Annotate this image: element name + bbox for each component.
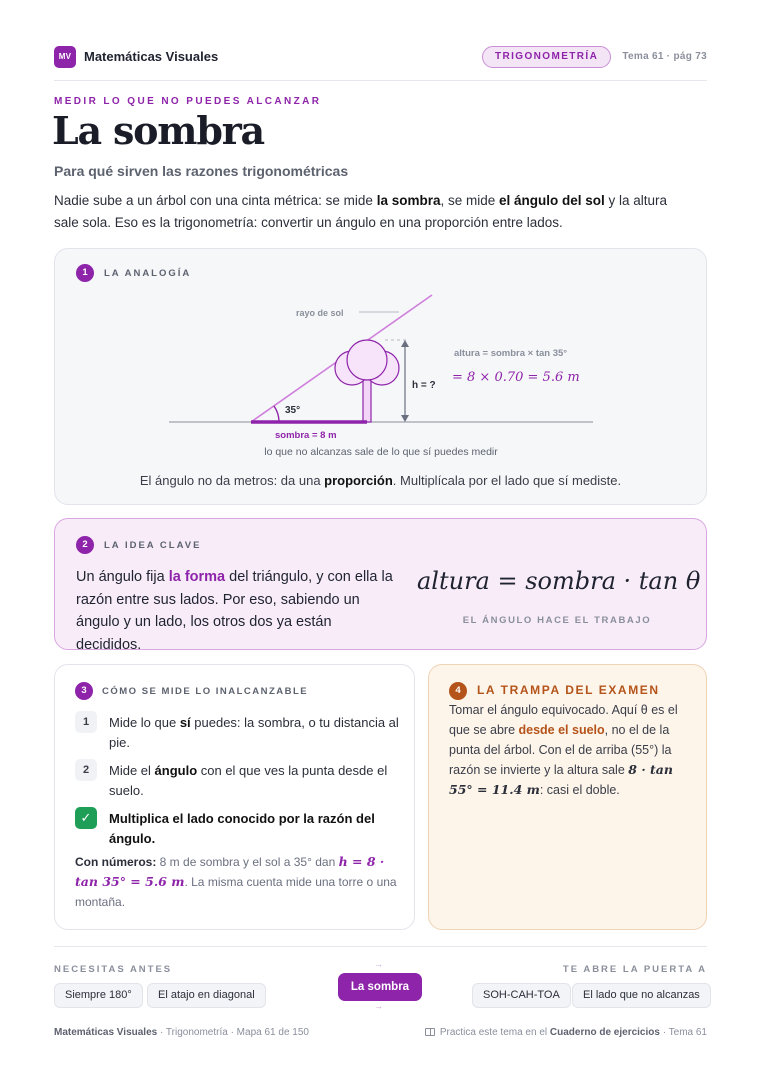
next-topic-link[interactable]: SOH-CAH-TOA [472, 983, 571, 1008]
section-label: LA ANALOGÍA [104, 268, 192, 279]
logo: MV [54, 46, 76, 68]
tree-canopy-top [347, 340, 387, 380]
section-number: 3 [75, 682, 93, 700]
step-text: Mide el ángulo con el que ves la punta desde el suelo. [109, 763, 388, 798]
height-arrow-bottom [401, 415, 409, 422]
next-topics-label: TE ABRE LA PUERTA A [562, 964, 707, 975]
footer-practice-link[interactable]: Practica este tema en el Cuaderno de ejercicios · Tema 61 [425, 1027, 707, 1038]
prerequisite-link[interactable]: Siempre 180° [54, 983, 143, 1008]
arrow-icon: → [374, 1001, 383, 1011]
caption-highlight: proporción [324, 473, 393, 488]
exam-trap-text: Tomar el ángulo equivocado. Aquí θ es el que se abre desde el suelo, no el de la punta del árbol. Con el de arriba (55°) la razón se invierte y la altura sale 8 · tan 55° = 11.4 m: casi el doble. [449, 703, 678, 797]
topic-badge[interactable]: TRIGONOMETRÍA [482, 46, 611, 68]
method-card [54, 664, 415, 930]
step-2 [75, 759, 395, 799]
prerequisites-label: NECESITAS ANTES [54, 964, 173, 975]
step-number: 1 [75, 711, 97, 733]
intro-paragraph: Nadie sube a un árbol con una cinta métrica: se mide la sombra, se mide el ángulo del sol y la altura sale sola. Eso es la trigonometría: convertir un ángulo en una proporción entre lados. [54, 193, 668, 230]
current-topic[interactable]: La sombra [338, 973, 422, 1001]
section-number: 1 [76, 264, 94, 282]
shadow-label: sombra = 8 m [275, 430, 337, 441]
section-number: 2 [76, 536, 94, 554]
trap-formula: 8 · tan 55° = 11.4 m [449, 762, 673, 797]
section-label: LA IDEA CLAVE [104, 540, 202, 551]
analogy-caption: El ángulo no da metros: da una proporción. Multiplícala por el lado que sí mediste. [139, 473, 622, 488]
sun-ray-label: rayo de sol [296, 308, 344, 318]
step-3 [75, 807, 395, 847]
diagram-note: lo que no alcanzas sale de lo que sí puedes medir [264, 446, 498, 458]
trap-highlight: desde el suelo [518, 723, 605, 737]
key-idea-highlight: la forma [168, 569, 226, 585]
nav-divider [54, 946, 707, 947]
exam-trap-card [428, 664, 707, 930]
intro-highlight-angle: el ángulo del sol [499, 193, 605, 208]
prerequisite-link[interactable]: El atajo en diagonal [147, 983, 266, 1008]
step-text: Multiplica el lado conocido por la razón del ángulo. [109, 811, 375, 846]
brand-name: Matemáticas Visuales [84, 49, 219, 64]
formula-note: EL ÁNGULO HACE EL TRABAJO [462, 615, 652, 626]
section-number: 4 [449, 682, 467, 700]
next-topic-link[interactable]: El lado que no alcanzas [572, 983, 711, 1008]
page-title: La sombra [52, 108, 264, 153]
intro-highlight-shadow: la sombra [376, 193, 441, 208]
step-text: Mide lo que sí puedes: la sombra, o tu distancia al pie. [109, 715, 399, 750]
section-label: CÓMO SE MIDE LO INALCANZABLE [102, 686, 309, 697]
analogy-card [54, 248, 707, 505]
angle-arc [274, 406, 279, 422]
tema-reference: Tema 61 · pág 73 [622, 51, 707, 62]
section-label: LA TRAMPA DEL EXAMEN [477, 683, 660, 697]
angle-label: 35° [285, 405, 301, 416]
page-subtitle: Para qué sirven las razones trigonométricas [54, 163, 349, 179]
footer-breadcrumb: Matemáticas Visuales · Trigonometría · Mapa 61 de 150 [54, 1027, 309, 1038]
example-formula: h = 8 · tan 35° = 5.6 m [75, 854, 385, 889]
key-idea-text: Un ángulo fija la forma del triángulo, y con ella la razón entre sus lados. Por eso, sabiendo un ángulo y un lado, los otros dos ya están decididos. [76, 569, 393, 653]
key-idea-card [54, 518, 707, 653]
header-divider [54, 80, 707, 81]
top-bar [54, 46, 707, 70]
worked-example: Con números: 8 m de sombra y el sol a 35° dan h = 8 · tan 35° = 5.6 m. La misma cuenta mide una torre o una montaña. [75, 854, 397, 909]
step-number: 2 [75, 759, 97, 781]
eyebrow: MEDIR LO QUE NO PUEDES ALCANZAR [54, 96, 322, 107]
height-arrow-top [401, 340, 409, 347]
step-1 [75, 711, 399, 751]
arrow-icon: → [374, 959, 383, 969]
check-icon: ✓ [75, 807, 97, 829]
height-label: h = ? [412, 380, 436, 391]
formula-label: altura = sombra × tan 35° [454, 348, 568, 359]
formula-result: = 8 × 0.70 = 5.6 m [452, 370, 580, 385]
book-icon [425, 1028, 435, 1036]
shadow-diagram [55, 249, 708, 506]
key-formula: altura = sombra · tan θ [417, 567, 701, 595]
tree-trunk [363, 375, 371, 422]
